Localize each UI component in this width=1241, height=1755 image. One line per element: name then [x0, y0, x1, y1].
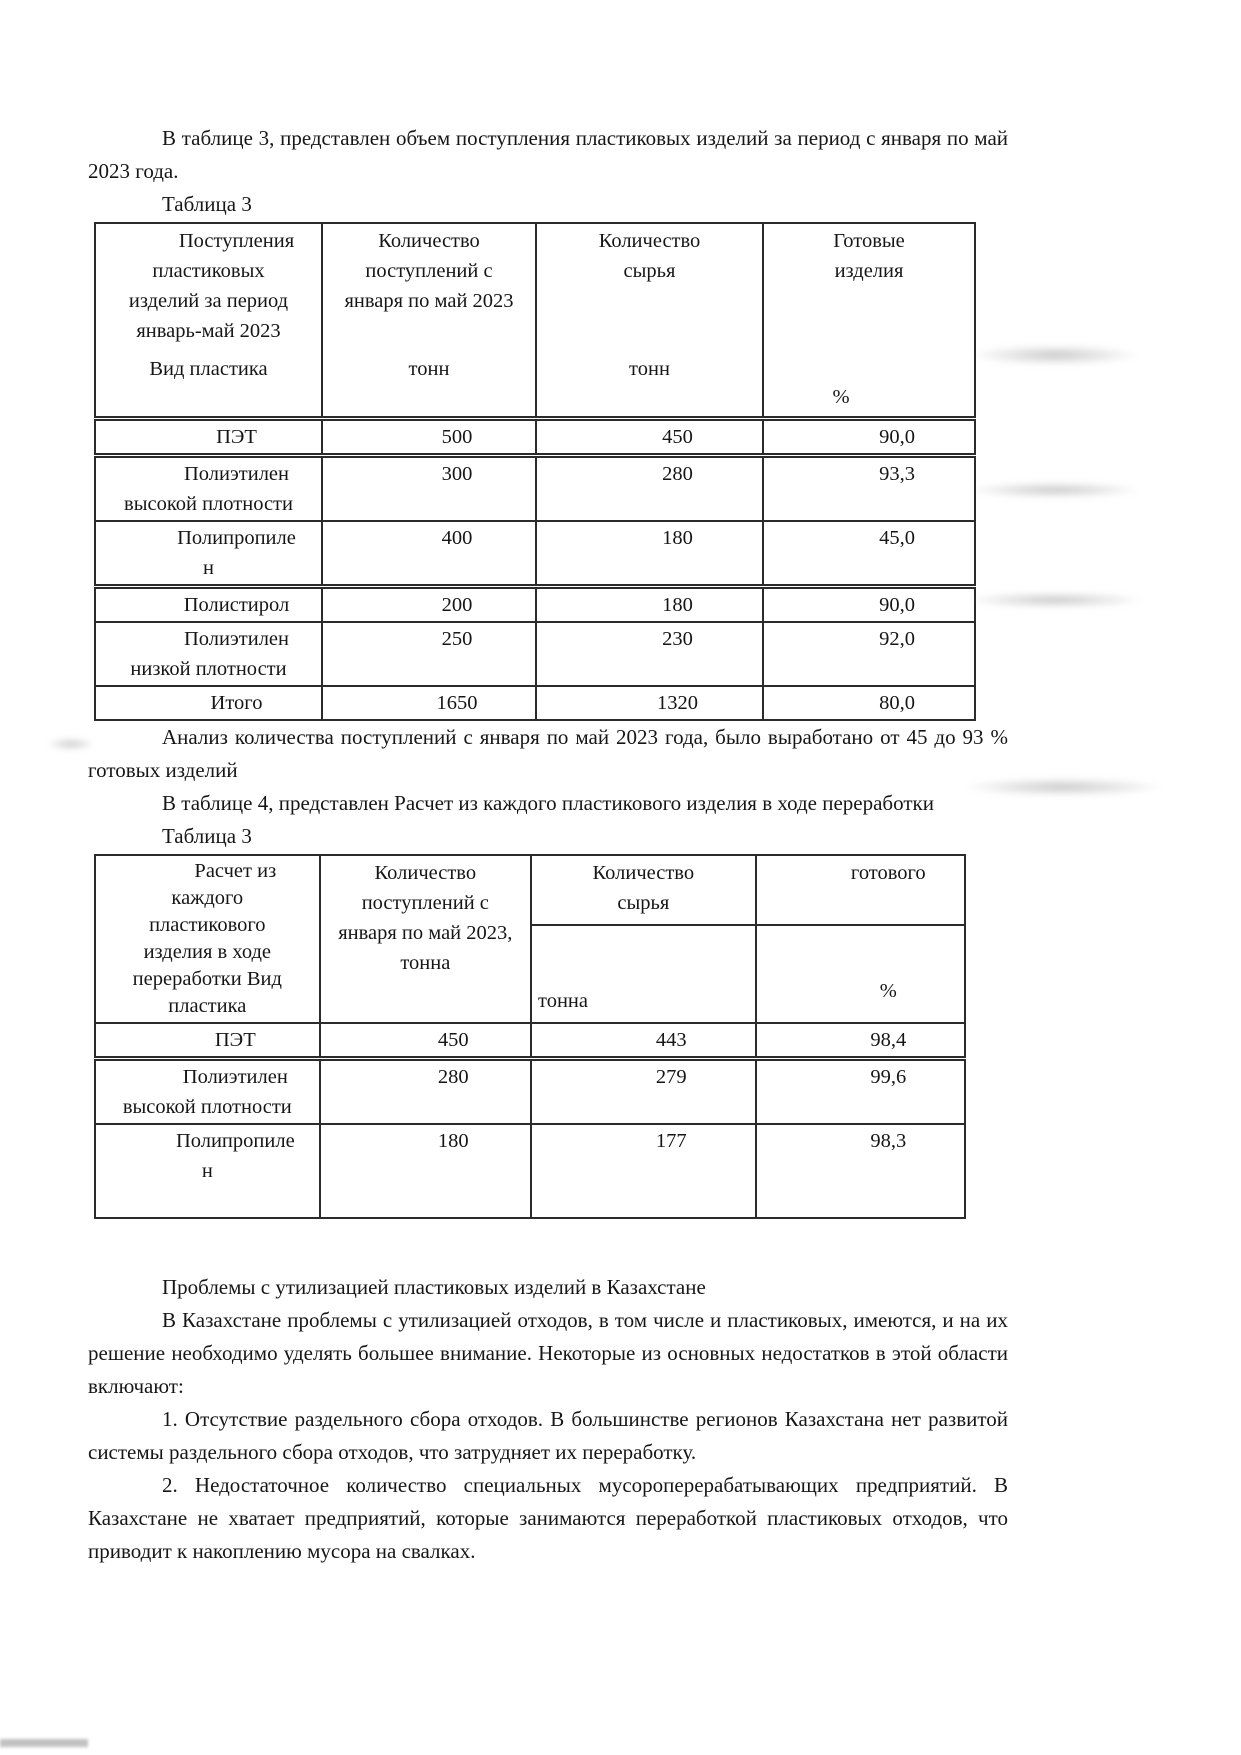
row-percent: 92,0: [763, 622, 975, 686]
table-row: [95, 1124, 965, 1218]
row-name: Полиэтилен: [183, 463, 289, 485]
table2-label: Таблица 3: [162, 824, 252, 848]
scan-artifact: [0, 1739, 88, 1747]
row-name: Полипропиле: [177, 527, 296, 549]
header-unit: тонна: [538, 990, 588, 1012]
row-name-cell: [95, 419, 322, 456]
row-name-cell: [95, 587, 322, 623]
row-raw: 279: [531, 1059, 756, 1125]
problem-item-1: 1. Отсутствие раздельного сбора отходов. В большинстве регионов Казахстана нет развитой системы раздельного сбора отходов, что затрудняет их переработку.: [88, 1407, 1008, 1464]
row-received: 250: [322, 622, 536, 686]
header-line: каждого: [171, 887, 244, 909]
problem-item-2: 2. Недостаточное количество специальных мусороперерабатывающих предприятий. В Казахстане не хватает предприятий, которые занимаются переработкой пластиковых отходов, что приводит к накоплению мусора на свалках.: [88, 1473, 1008, 1563]
header-subtitle: Вид пластика: [149, 358, 268, 380]
row-received: 1650: [322, 686, 536, 720]
row-name-spacer: [99, 1186, 316, 1216]
problems-intro-paragraph: В Казахстане проблемы с утилизацией отходов, в том числе и пластиковых, имеются, и на их решение необходимо уделять большее внимание. Некоторые из основных недостатков в этой области включают:: [88, 1308, 1008, 1398]
problems-title: Проблемы с утилизацией пластиковых изделий в Казахстане: [162, 1275, 706, 1299]
row-received: 450: [320, 1023, 531, 1059]
table-row: [95, 1023, 965, 1059]
header-line: поступлений с: [365, 260, 493, 282]
row-percent: 45,0: [763, 521, 975, 587]
row-name: Итого: [210, 692, 263, 714]
table-row: [95, 521, 975, 587]
header-cell-stack: [321, 856, 530, 980]
header-unit-percent: %: [879, 980, 897, 1002]
table-row: [95, 622, 975, 686]
header-cell-stack: [767, 226, 971, 414]
table1-receipts: [94, 222, 976, 721]
header-line: сырья: [617, 892, 670, 914]
row-raw: 280: [536, 456, 763, 522]
row-received: 300: [322, 456, 536, 522]
table-row: [95, 419, 975, 456]
table2-processing: [94, 854, 966, 1219]
header-line: пластиковых: [152, 260, 265, 282]
intro-paragraph: В таблице 3, представлен объем поступления пластиковых изделий за период с января по май 2023 года.: [88, 126, 1008, 183]
header-line: сырья: [623, 260, 676, 282]
table1-header-row: [95, 223, 975, 419]
row-name: ПЭТ: [214, 1029, 256, 1051]
table1-header-received: [322, 223, 536, 419]
header-line: Поступления: [178, 230, 295, 252]
header-cell-stack: [96, 856, 319, 1022]
row-received: 280: [320, 1059, 531, 1125]
row-name: Полиэтилен: [183, 628, 289, 650]
row-name-cell: [95, 521, 322, 587]
row-raw: 180: [536, 587, 763, 623]
header-title-block: [326, 226, 532, 316]
header-line: изделия: [834, 260, 904, 282]
header-unit: тонн: [629, 358, 670, 380]
row-received: 180: [320, 1124, 531, 1218]
header-cell-stack: [540, 226, 759, 414]
header-line: Расчет из: [194, 860, 277, 882]
row-raw: 450: [536, 419, 763, 456]
row-raw: 177: [531, 1124, 756, 1218]
row-percent: 98,4: [756, 1023, 965, 1059]
row-raw: 443: [531, 1023, 756, 1059]
row-name: ПЭТ: [216, 426, 257, 448]
table1-label: Таблица 3: [162, 192, 252, 216]
row-name-cell: [95, 622, 322, 686]
row-percent: 99,6: [756, 1059, 965, 1125]
row-name: н: [201, 1160, 213, 1182]
table2-header-received: [320, 855, 531, 1023]
header-line: январь-май 2023: [136, 320, 281, 342]
row-name: Полиэтилен: [182, 1066, 288, 1088]
table-row: [95, 587, 975, 623]
header-line: Количество: [374, 862, 477, 884]
row-received: 400: [322, 521, 536, 587]
row-raw: 1320: [536, 686, 763, 720]
split-header-top: [757, 856, 964, 926]
row-name: высокой плотности: [124, 493, 293, 515]
header-line: поступлений с: [361, 892, 489, 914]
table-row: [95, 456, 975, 522]
row-percent: 90,0: [763, 419, 975, 456]
row-raw: 230: [536, 622, 763, 686]
document-content: [88, 122, 1008, 1568]
header-line: Готовые: [833, 230, 905, 252]
header-line: пластикового: [149, 914, 266, 936]
row-name: высокой плотности: [122, 1096, 292, 1118]
header-line: Количество: [598, 230, 701, 252]
row-name: Полистирол: [183, 594, 290, 616]
header-line: переработки Вид: [132, 968, 282, 990]
header-cell-stack: [326, 226, 532, 414]
table2-header-raw: [531, 855, 756, 1023]
row-name: Полипропиле: [175, 1130, 295, 1152]
split-header-cell: [532, 856, 755, 1022]
header-line: Количество: [592, 862, 695, 884]
row-name-cell: [95, 456, 322, 522]
header-line: января по май 2023: [344, 290, 514, 312]
row-name: низкой плотности: [130, 658, 287, 680]
header-line: тонна: [400, 952, 451, 974]
row-received: 500: [322, 419, 536, 456]
header-line: января по май 2023,: [338, 922, 513, 944]
table1-header-raw: [536, 223, 763, 419]
row-received: 200: [322, 587, 536, 623]
row-name: н: [203, 557, 214, 579]
split-header-bottom: [532, 926, 755, 1022]
row-name-cell: [95, 1023, 320, 1059]
table2-header-finished: [756, 855, 965, 1023]
table2-header-type: [95, 855, 320, 1023]
row-percent: 98,3: [756, 1124, 965, 1218]
table1-header-finished: [763, 223, 975, 419]
header-title-block: [540, 226, 759, 286]
split-header-bottom: [757, 926, 964, 1022]
row-percent: 90,0: [763, 587, 975, 623]
header-line: Количество: [378, 230, 480, 252]
header-line: изделия в ходе: [143, 941, 272, 963]
header-unit-percent: %: [832, 386, 850, 408]
row-name-cell: [95, 1124, 320, 1218]
header-line: готового: [850, 862, 926, 884]
row-name-cell: [95, 686, 322, 720]
header-line: пластика: [168, 995, 247, 1017]
row-percent: 80,0: [763, 686, 975, 720]
table2-header-row: [95, 855, 965, 1023]
table-row: [95, 1059, 965, 1125]
header-title-block: [99, 226, 318, 346]
row-raw: 180: [536, 521, 763, 587]
analysis-paragraph: Анализ количества поступлений с января по май 2023 года, было выработано от 45 до 93 % готовых изделий: [88, 725, 1008, 782]
row-percent: 93,3: [763, 456, 975, 522]
table-total-row: [95, 686, 975, 720]
header-unit: тонн: [408, 358, 450, 380]
header-title-block: [767, 226, 971, 286]
header-cell-stack: [99, 226, 318, 414]
split-header-cell: [757, 856, 964, 1022]
table1-header-type: [95, 223, 322, 419]
header-line: изделий за период: [128, 290, 289, 312]
row-name-cell: [95, 1059, 320, 1125]
split-header-top: [532, 856, 755, 926]
table4-intro-paragraph: В таблице 4, представлен Расчет из каждого пластикового изделия в ходе переработки: [162, 791, 934, 815]
